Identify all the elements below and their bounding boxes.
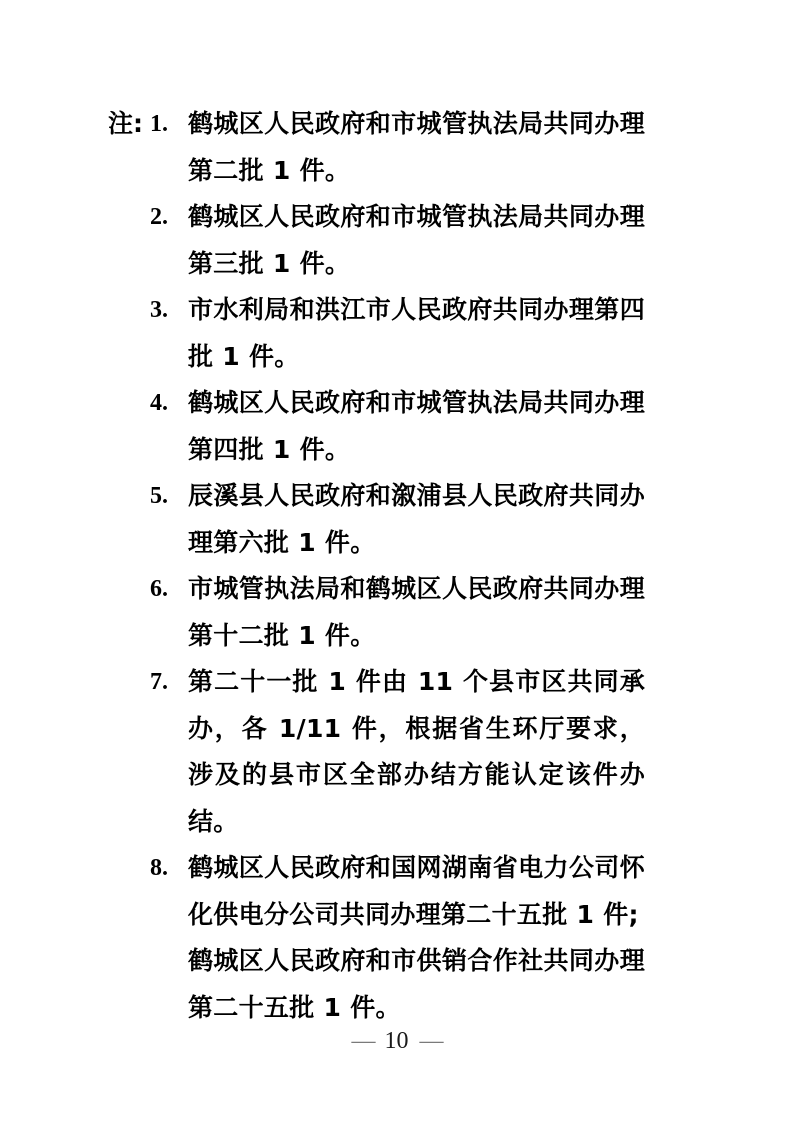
note-item-text: 鹤城区人民政府和市城管执法局共同办理第二批 1 件。 — [188, 109, 645, 185]
note-item-text: 辰溪县人民政府和溆浦县人民政府共同办理第六批 1 件。 — [188, 481, 645, 557]
note-item-text: 市城管执法局和鹤城区人民政府共同办理第十二批 1 件。 — [188, 574, 645, 650]
note-item-1 — [150, 101, 647, 194]
note-item-number: 5. — [150, 483, 168, 509]
notes-label: 注: — [108, 109, 143, 138]
note-item-8 — [150, 845, 647, 1031]
footer-dash-left: — — [351, 1028, 374, 1054]
note-item-text-group — [188, 845, 645, 1031]
note-item-number: 1. — [150, 111, 168, 137]
note-item-3 — [150, 287, 647, 380]
footer-dash-right: — — [419, 1028, 442, 1054]
page-number: 10 — [384, 1028, 409, 1054]
note-item-text: 市水利局和洪江市人民政府共同办理第四批 1 件。 — [188, 295, 645, 371]
note-item-text: 鹤城区人民政府和市城管执法局共同办理第三批 1 件。 — [188, 202, 645, 278]
note-item-text: 第二十一批 1 件由 11 个县市区共同承办，各 1/11 件，根据省生环厅要求，涉及的县市区全部办结方能认定该件办结。 — [188, 667, 645, 836]
note-item-4 — [150, 380, 647, 473]
note-item-number: 4. — [150, 390, 168, 416]
note-item-number: 6. — [150, 576, 168, 602]
note-item-6 — [150, 566, 647, 659]
note-item-text: 鹤城区人民政府和市城管执法局共同办理第四批 1 件。 — [188, 388, 645, 464]
notes-list — [150, 101, 647, 1031]
note-item-text-continued: 鹤城区人民政府和市供销合作社共同办理第二十五批 1 件。 — [188, 946, 645, 1022]
note-item-number: 7. — [150, 669, 168, 695]
page-footer — [0, 1026, 793, 1056]
note-item-number: 2. — [150, 204, 168, 230]
note-item-text: 鹤城区人民政府和国网湖南省电力公司怀化供电分公司共同办理第二十五批 1 件; — [188, 853, 645, 929]
note-item-number: 8. — [150, 855, 168, 881]
note-item-number: 3. — [150, 297, 168, 323]
note-item-7 — [150, 659, 647, 845]
note-item-2 — [150, 194, 647, 287]
note-item-5 — [150, 473, 647, 566]
notes-section — [108, 101, 647, 1031]
